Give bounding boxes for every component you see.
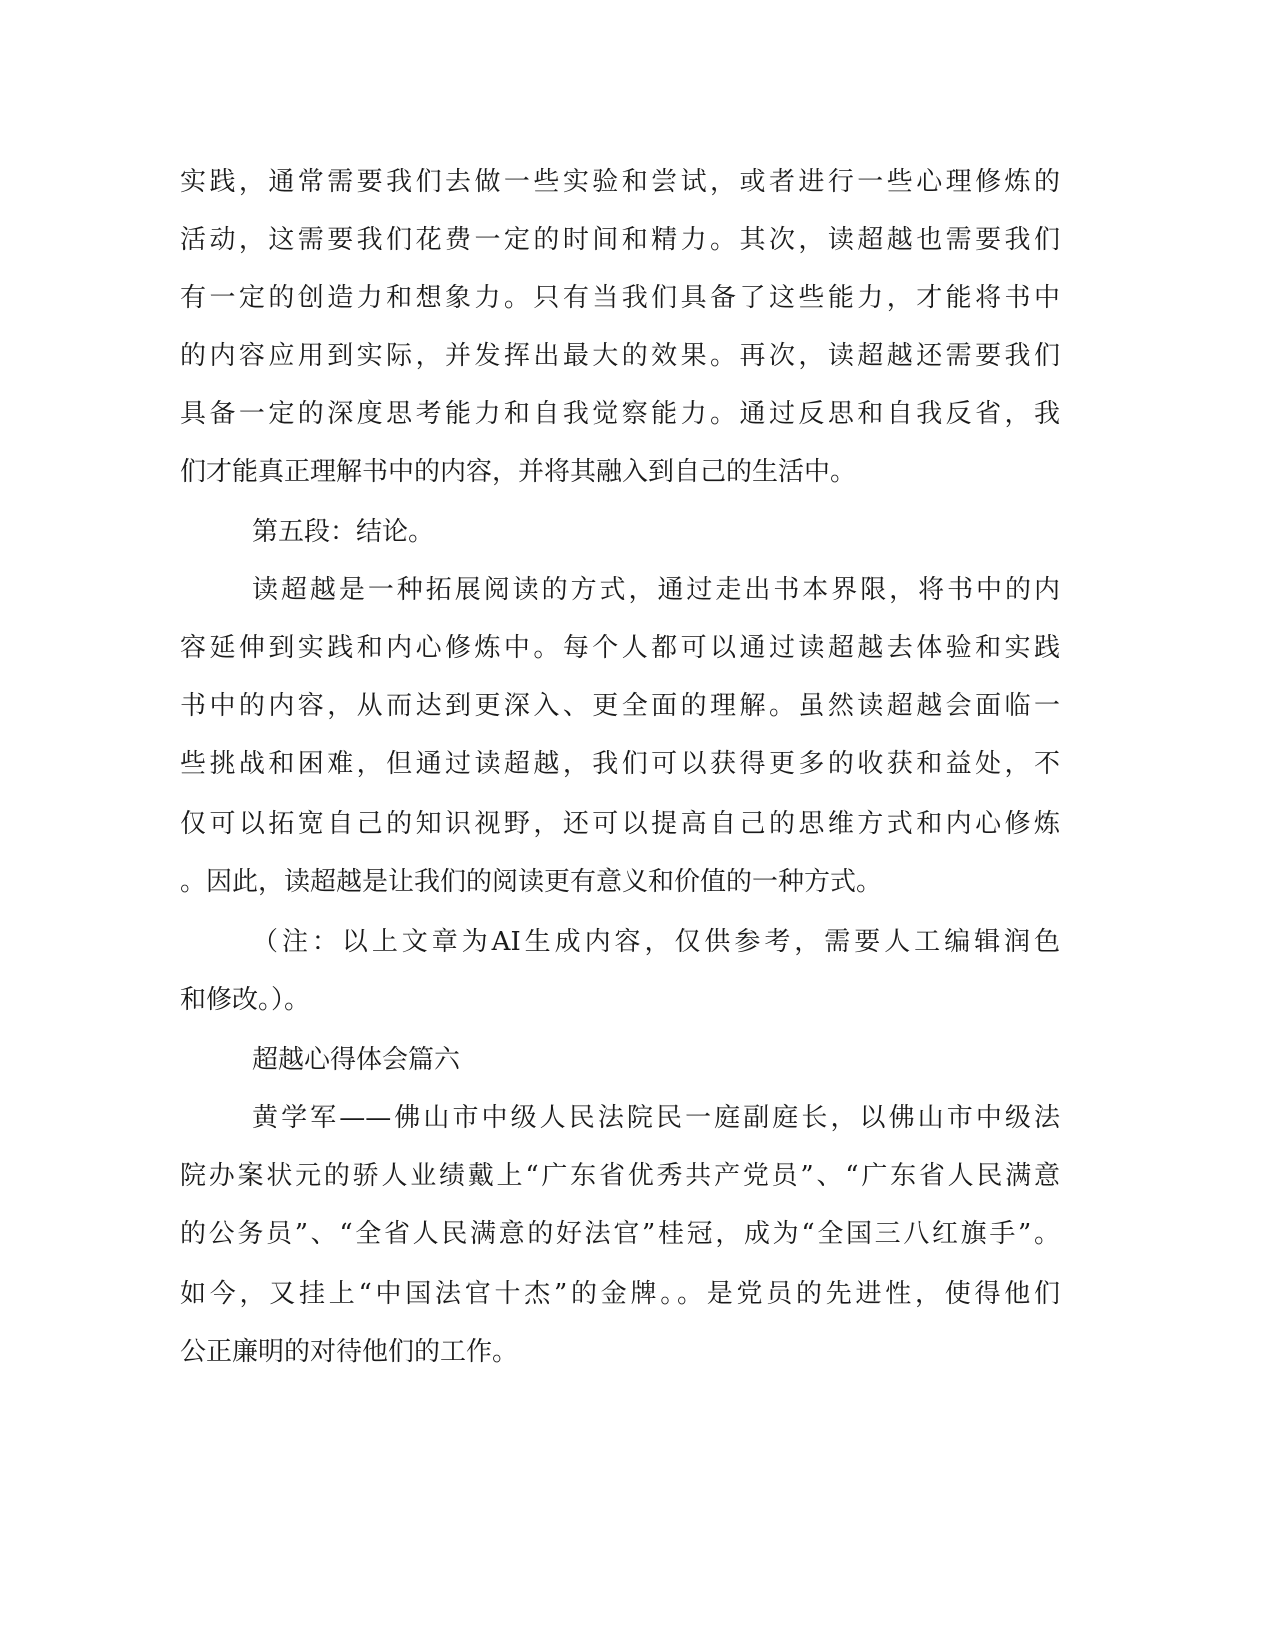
paragraph-line: 黄学军——佛山市中级人民法院民一庭副庭长，以佛山市中级法 [252, 1103, 1060, 1133]
paragraph-line: 的内容应用到实际，并发挥出最大的效果。再次，读超越还需要我们 [180, 341, 1060, 371]
section-heading: 第五段：结论。 [252, 517, 435, 547]
paragraph-line: 的公务员”、“全省人民满意的好法官”桂冠，成为“全国三八红旗手”。 [180, 1219, 1060, 1249]
paragraph-line: 实践，通常需要我们去做一些实验和尝试，或者进行一些心理修炼的 [180, 167, 1060, 197]
paragraph-line: 具备一定的深度思考能力和自我觉察能力。通过反思和自我反省，我 [180, 399, 1060, 429]
paragraph-line: 公正廉明的对待他们的工作。 [180, 1337, 519, 1367]
paragraph-line: 院办案状元的骄人业绩戴上“广东省优秀共产党员”、“广东省人民满意 [180, 1161, 1060, 1191]
paragraph-line: 如今，又挂上“中国法官十杰”的金牌。。是党员的先进性，使得他们 [180, 1279, 1060, 1309]
section-heading: 超越心得体会篇六 [252, 1045, 461, 1075]
paragraph-line: 们才能真正理解书中的内容，并将其融入到自己的生活中。 [180, 457, 857, 487]
paragraph-line: 活动，这需要我们花费一定的时间和精力。其次，读超越也需要我们 [180, 225, 1060, 255]
paragraph-line: 书中的内容，从而达到更深入、更全面的理解。虽然读超越会面临一 [180, 691, 1060, 721]
paragraph-line: 容延伸到实践和内心修炼中。每个人都可以通过读超越去体验和实践 [180, 633, 1060, 663]
paragraph-line: 些挑战和困难，但通过读超越，我们可以获得更多的收获和益处，不 [180, 749, 1060, 779]
note-line: 和修改。）。 [180, 985, 311, 1015]
paragraph-line: 仅可以拓宽自己的知识视野，还可以提高自己的思维方式和内心修炼 [180, 809, 1060, 839]
note-line: （注：以上文章为AI生成内容，仅供参考，需要人工编辑润色 [252, 927, 1060, 957]
paragraph-line: 有一定的创造力和想象力。只有当我们具备了这些能力，才能将书中 [180, 283, 1060, 313]
paragraph-line: 读超越是一种拓展阅读的方式，通过走出书本界限，将书中的内 [252, 575, 1060, 605]
paragraph-line: 。因此，读超越是让我们的阅读更有意义和价值的一种方式。 [180, 867, 883, 897]
